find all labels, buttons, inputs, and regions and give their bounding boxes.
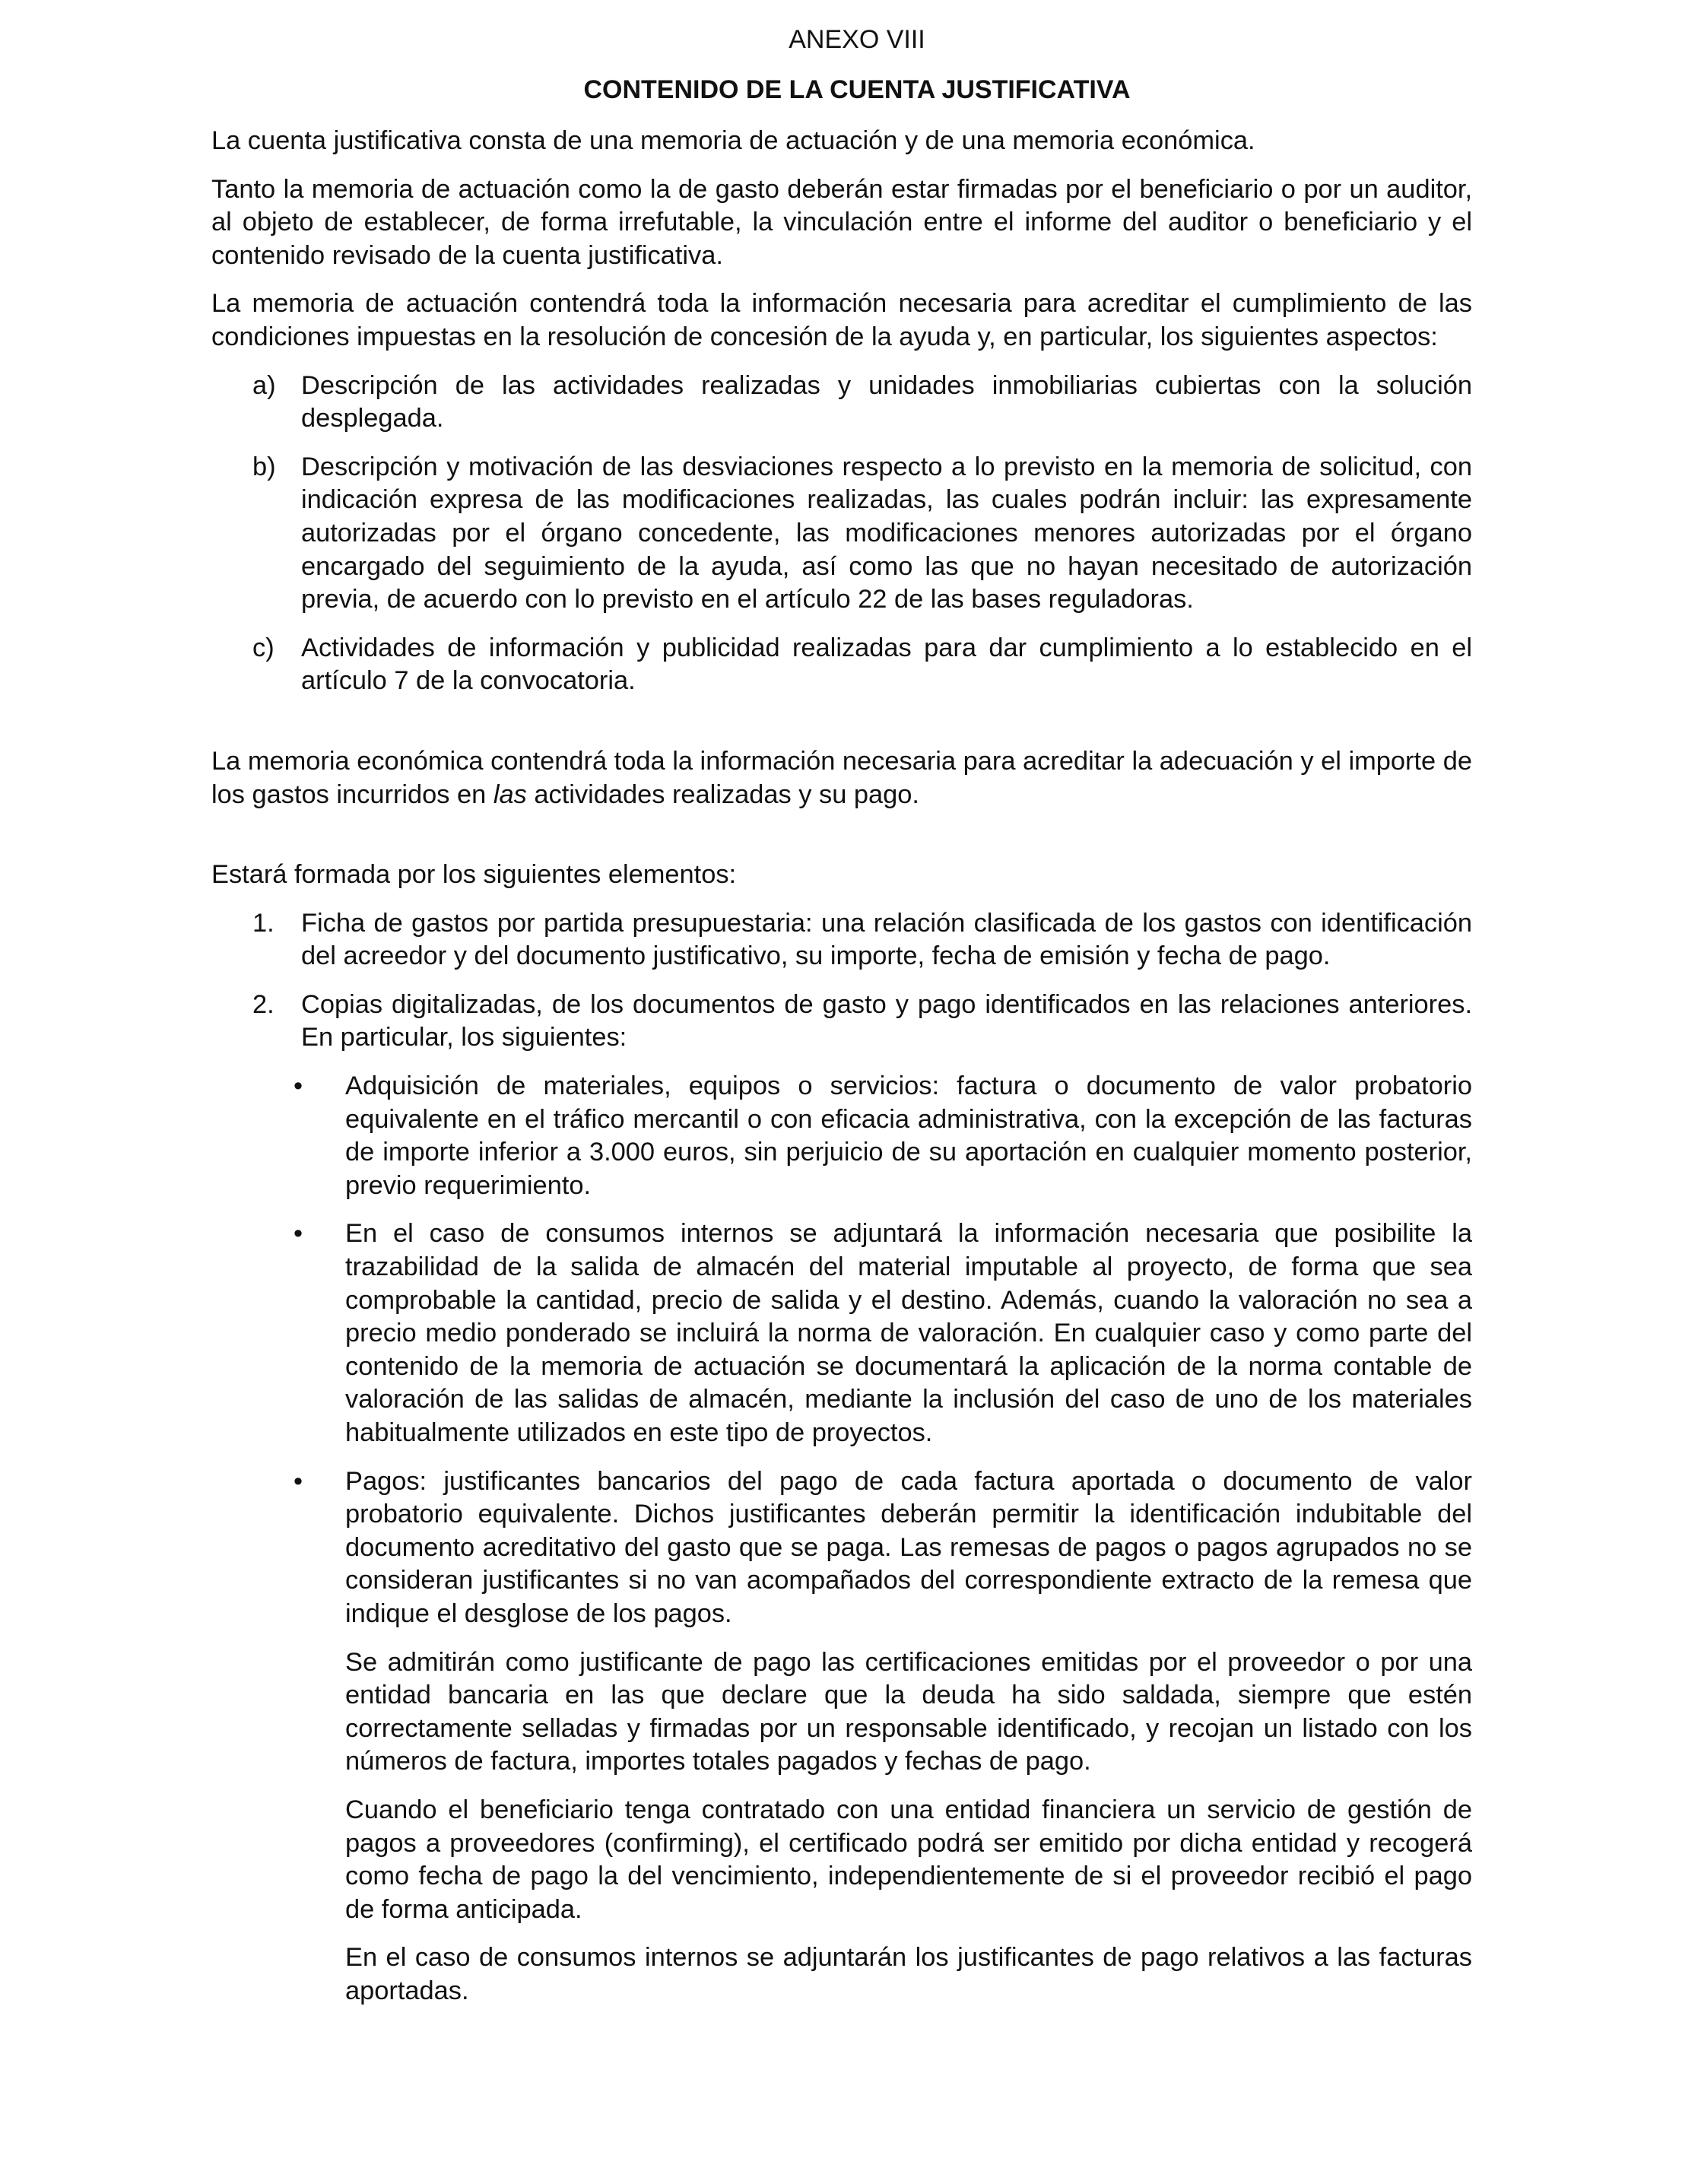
bullet-item-materiales <box>211 1070 1472 1202</box>
annex-label: ANEXO VIII <box>789 25 925 54</box>
bullet-text: Adquisición de materiales, equipos o servicios: factura o documento de valor probatorio equivalente en el tráfico mercantil o con eficacia administrativa, con la excepción de las facturas de importe inferior a 3.000 euros, sin perjuicio de su aportación en cualquier momento posterior, previo requerimiento. <box>345 1071 1472 1200</box>
list-item-text: Copias digitalizadas, de los documentos de gasto y pago identificados en las relaciones anteriores. En particular, los siguientes: <box>301 989 1472 1052</box>
intro-paragraph-3: La memoria de actuación contendrá toda la información necesaria para acreditar el cumplimiento de las condiciones impuestas en la resolución de concesión de la ayuda y, en particular, los siguientes aspectos: <box>211 289 1472 351</box>
economica-italic-word: las <box>493 779 527 809</box>
list-item-b <box>211 451 1472 617</box>
bullet-marker: • <box>294 1466 303 1496</box>
list-marker: b) <box>252 452 276 481</box>
list-item-text: Actividades de información y publicidad realizadas para dar cumplimiento a lo establecido en el artículo 7 de la convocatoria. <box>301 633 1472 696</box>
economica-text-end: actividades realizadas y su pago. <box>526 779 919 809</box>
list-marker: 1. <box>252 908 275 938</box>
list-marker: c) <box>252 633 275 662</box>
list-item-1 <box>211 907 1472 973</box>
list-marker: a) <box>252 370 276 400</box>
bullet-text: En el caso de consumos internos se adjuntará la información necesaria que posibilite la trazabilidad de la salida de almacén del material imputable al proyecto, de forma que sea comprobable la cantidad, precio de salida y el destino. Además, cuando la valoración no sea a precio medio ponderado se incluirá la norma de valoración. En cualquier caso y como parte del contenido de la memoria de actuación se documentará la aplicación de la norma contable de valoración de las salidas de almacén, mediante la inclusión del caso de uno de los materiales habitualmente utilizados en este tipo de proyectos. <box>345 1219 1472 1447</box>
elements-intro: Estará formada por los siguientes elementos: <box>211 860 737 890</box>
economica-paragraph <box>211 745 1472 811</box>
bullet-item-consumos <box>211 1217 1472 1449</box>
list-item-2 <box>211 989 1472 1055</box>
pagos-paragraph-3: En el caso de consumos internos se adjuntarán los justificantes de pago relativos a las facturas aportadas. <box>345 1943 1472 2005</box>
bullet-item-pagos <box>211 1465 1472 1631</box>
economica-text-start: La memoria económica contendrá toda la información necesaria para acreditar la adecuación y el importe de los gastos incurridos en <box>211 746 1472 809</box>
bullet-text: Pagos: justificantes bancarios del pago de cada factura aportada o documento de valor probatorio equivalente. Dichos justificantes deberán permitir la identificación indubitable del documento acreditativo del gasto que se paga. Las remesas de pagos o pagos agrupados no se consideran justificantes si no van acompañados del correspondiente extracto de la remesa que indique el desglose de los pagos. <box>345 1466 1472 1628</box>
list-item-text: Descripción de las actividades realizadas y unidades inmobiliarias cubiertas con la solución desplegada. <box>301 370 1472 433</box>
list-item-text: Descripción y motivación de las desviaciones respecto a lo previsto en la memoria de solicitud, con indicación expresa de las modificaciones realizadas, las cuales podrán incluir: las expresamente autorizadas por el órgano concedente, las modificaciones menores autorizadas por el órgano encargado del seguimiento de la ayuda, así como las que no hayan necesitado de autorización previa, de acuerdo con lo previsto en el artículo 22 de las bases reguladoras. <box>301 452 1472 614</box>
intro-paragraph-2: Tanto la memoria de actuación como la de gasto deberán estar firmadas por el beneficiario o por un auditor, al objeto de establecer, de forma irrefutable, la vinculación entre el informe del auditor o beneficiario y el contenido revisado de la cuenta justificativa. <box>211 174 1472 270</box>
list-item-c <box>211 632 1472 698</box>
document-page <box>211 23 1472 2008</box>
list-item-a <box>211 370 1472 436</box>
bullet-marker: • <box>294 1219 303 1249</box>
pagos-paragraph-1: Se admitirán como justificante de pago las certificaciones emitidas por el proveedor o por una entidad bancaria en las que declare que la deuda ha sido saldada, siempre que estén correctamente selladas y firmadas por un responsable identificado, y recojan un listado con los números de factura, importes totales pagados y fechas de pago. <box>345 1647 1472 1776</box>
pagos-paragraph-2: Cuando el beneficiario tenga contratado con una entidad financiera un servicio de gestión de pagos a proveedores (confirming), el certificado podrá ser emitido por dicha entidad y recogerá como fecha de pago la del vencimiento, independientemente de si el proveedor recibió el pago de forma anticipada. <box>345 1795 1472 1924</box>
list-item-text: Ficha de gastos por partida presupuestaria: una relación clasificada de los gastos con identificación del acreedor y del documento justificativo, su importe, fecha de emisión y fecha de pago. <box>301 908 1472 971</box>
bullet-marker: • <box>294 1071 303 1101</box>
annex-title: CONTENIDO DE LA CUENTA JUSTIFICATIVA <box>583 75 1131 104</box>
list-marker: 2. <box>252 989 275 1019</box>
intro-paragraph-1: La cuenta justificativa consta de una memoria de actuación y de una memoria económica. <box>211 126 1255 155</box>
